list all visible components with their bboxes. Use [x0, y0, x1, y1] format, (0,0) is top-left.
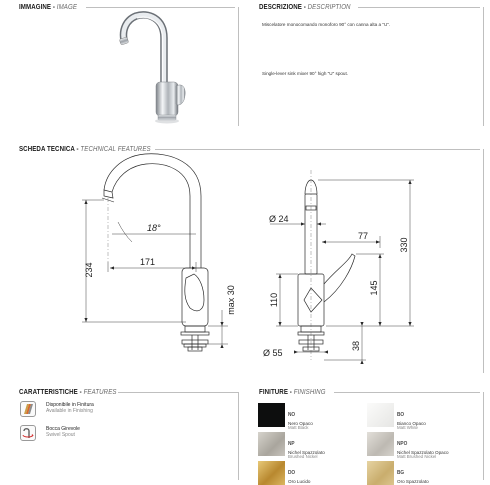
finish-name-en: Matt White: [397, 425, 418, 431]
dim-110: 110: [269, 292, 279, 308]
swivel-spout-icon: [20, 425, 36, 441]
finish-swatch: [258, 403, 285, 427]
finish-swatch: [367, 403, 394, 427]
finish-item-bg: [367, 461, 429, 485]
finish-code: DO: [288, 470, 296, 476]
palette-icon: [20, 401, 36, 417]
finish-name: Oro Lucido: [288, 478, 311, 484]
description-english: Single-lever sink mixer 90° high "U" spout.: [262, 71, 349, 76]
feature-label-en: Available in Finishing: [46, 408, 93, 414]
divider: [238, 392, 239, 480]
divider: [238, 7, 239, 126]
finish-item-do: [258, 461, 310, 485]
section-header-image: IMMAGINE - IMAGE: [19, 2, 78, 11]
technical-drawing: [0, 150, 483, 372]
feature-label: Bocca Girevole: [46, 426, 80, 433]
description-italian: Miscelatore monocomando monoforo 90° con canna alta a "U".: [262, 22, 391, 27]
finish-item-bo: [367, 403, 426, 431]
finish-code: BO: [397, 412, 405, 418]
feature-item-swivel: [20, 425, 80, 441]
section-header-finishing: FINITURE - FINISHING: [259, 387, 326, 396]
divider: [483, 7, 484, 126]
dim-height: 234: [84, 262, 94, 278]
dim-38: 38: [351, 340, 361, 352]
dim-spout-diameter: Ø 24: [269, 214, 289, 224]
finish-name-en: Brushed Nickel: [288, 454, 318, 460]
divider: [334, 392, 480, 393]
finish-swatch: [258, 432, 285, 456]
faucet-product-image: [108, 8, 198, 126]
dim-angle: 18°: [147, 223, 161, 233]
dim-reach: 171: [140, 257, 156, 267]
dim-body-diameter: Ø 55: [263, 348, 283, 358]
finish-name-en: Matt Black: [288, 425, 309, 431]
finish-item-np: [258, 432, 325, 460]
divider: [483, 149, 484, 373]
divider: [483, 392, 484, 480]
section-header-technical: SCHEDA TECNICA - TECHNICAL FEATURES: [19, 144, 151, 153]
finish-name: Nichel Spazzolato: [288, 449, 325, 455]
finish-code: BG: [397, 470, 405, 476]
dim-max-deck: max 30: [226, 285, 236, 315]
finish-name: Bianco Opaco: [397, 420, 426, 426]
finish-swatch: [367, 432, 394, 456]
finish-name: Nero Opaco: [288, 420, 313, 426]
finish-item-npo: [367, 432, 449, 460]
feature-label-en: Swivel Spout: [46, 432, 75, 438]
finish-code: NPO: [397, 441, 408, 447]
finish-code: NO: [288, 412, 296, 418]
divider: [358, 7, 480, 8]
finish-name-en: Matt Brushed Nickel: [397, 454, 437, 460]
finish-name: Nichel Spazzolato Opaco: [397, 449, 449, 455]
feature-item-finishing: [20, 401, 94, 417]
dim-145: 145: [369, 280, 379, 296]
dim-lever: 77: [358, 231, 369, 241]
finish-item-no: [258, 403, 313, 431]
section-header-description: DESCRIZIONE - DESCRIPTION: [259, 2, 351, 11]
divider: [118, 392, 238, 393]
dim-total-height: 330: [399, 237, 409, 253]
finish-code: NP: [288, 441, 295, 447]
section-header-features: CARATTERISTICHE - FEATURES: [19, 387, 117, 396]
finish-name: Oro Spazzolato: [397, 478, 429, 484]
finish-swatch: [367, 461, 394, 485]
finish-swatch: [258, 461, 285, 485]
feature-label: Disponibile in Finitura: [46, 402, 94, 409]
